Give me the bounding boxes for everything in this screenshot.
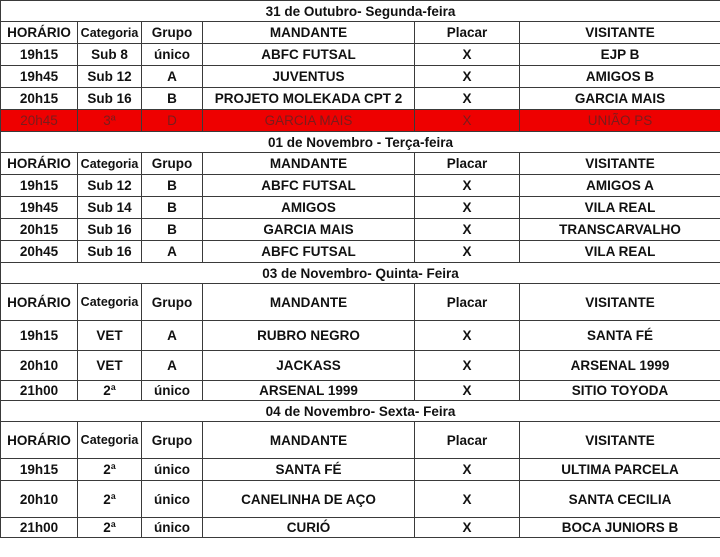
game-group: A [142,321,203,351]
game-time: 20h15 [1,219,78,241]
column-header-row [1,284,720,321]
game-home-team: ABFC FUTSAL [203,44,415,66]
game-category: 2ª [78,481,142,518]
game-row [1,381,720,401]
game-score: X [415,197,520,219]
day-title: 04 de Novembro- Sexta- Feira [1,401,720,422]
game-home-team: GARCIA MAIS [203,110,415,132]
col-visitante: VISITANTE [520,153,720,175]
column-header-row [1,422,720,459]
game-row [1,321,720,351]
day-title: 31 de Outubro- Segunda-feira [1,1,720,22]
game-score: X [415,321,520,351]
game-home-team: PROJETO MOLEKADA CPT 2 [203,88,415,110]
game-group: B [142,175,203,197]
game-row [1,88,720,110]
game-row [1,197,720,219]
game-row [1,351,720,381]
game-group: B [142,219,203,241]
game-time: 19h45 [1,66,78,88]
col-placar: Placar [415,284,520,321]
game-away-team: TRANSCARVALHO [520,219,720,241]
game-home-team: CANELINHA DE AÇO [203,481,415,518]
game-time: 20h45 [1,241,78,263]
game-time: 19h45 [1,197,78,219]
day-title: 03 de Novembro- Quinta- Feira [1,263,720,284]
game-time: 19h15 [1,44,78,66]
game-away-team: SANTA FÉ [520,321,720,351]
game-group: B [142,88,203,110]
game-row [1,481,720,518]
game-score: X [415,66,520,88]
game-away-team: SANTA CECILIA [520,481,720,518]
game-home-team: JACKASS [203,351,415,381]
col-mandante: MANDANTE [203,22,415,44]
game-score: X [415,175,520,197]
game-group: A [142,66,203,88]
game-away-team: VILA REAL [520,197,720,219]
column-header-row [1,153,720,175]
column-header-row [1,22,720,44]
game-group: A [142,241,203,263]
game-score: X [415,219,520,241]
game-home-team: ARSENAL 1999 [203,381,415,401]
col-grupo: Grupo [142,22,203,44]
game-category: Sub 12 [78,175,142,197]
game-row [1,175,720,197]
game-time: 20h15 [1,88,78,110]
game-away-team: AMIGOS B [520,66,720,88]
col-mandante: MANDANTE [203,153,415,175]
game-row [1,44,720,66]
game-category: Sub 16 [78,88,142,110]
game-away-team: AMIGOS A [520,175,720,197]
game-away-team: UNIÃO PS [520,110,720,132]
game-group: B [142,197,203,219]
game-away-team: ULTIMA PARCELA [520,459,720,481]
col-mandante: MANDANTE [203,422,415,459]
game-score: X [415,44,520,66]
game-category: VET [78,351,142,381]
col-categoria: Categoria [78,422,142,459]
game-group: único [142,44,203,66]
game-away-team: EJP B [520,44,720,66]
game-time: 21h00 [1,518,78,538]
game-row [1,219,720,241]
game-score: X [415,381,520,401]
game-time: 19h15 [1,459,78,481]
game-away-team: SITIO TOYODA [520,381,720,401]
col-visitante: VISITANTE [520,284,720,321]
game-away-team: GARCIA MAIS [520,88,720,110]
game-home-team: CURIÓ [203,518,415,538]
col-grupo: Grupo [142,153,203,175]
game-category: Sub 12 [78,66,142,88]
game-score: X [415,351,520,381]
game-category: 2ª [78,459,142,481]
game-row [1,66,720,88]
game-time: 20h10 [1,481,78,518]
game-row [1,518,720,538]
game-score: X [415,241,520,263]
game-group: único [142,381,203,401]
col-visitante: VISITANTE [520,422,720,459]
game-row-highlighted [1,110,720,132]
game-home-team: ABFC FUTSAL [203,241,415,263]
game-group: A [142,351,203,381]
game-time: 21h00 [1,381,78,401]
day-header-row [1,1,720,22]
col-horario: HORÁRIO [1,22,78,44]
day-header-row [1,401,720,422]
col-visitante: VISITANTE [520,22,720,44]
game-score: X [415,518,520,538]
col-grupo: Grupo [142,284,203,321]
game-time: 20h10 [1,351,78,381]
game-score: X [415,459,520,481]
game-score: X [415,88,520,110]
col-horario: HORÁRIO [1,284,78,321]
game-away-team: ARSENAL 1999 [520,351,720,381]
col-grupo: Grupo [142,422,203,459]
game-category: 2ª [78,381,142,401]
game-group: único [142,459,203,481]
game-group: único [142,518,203,538]
col-horario: HORÁRIO [1,422,78,459]
col-categoria: Categoria [78,284,142,321]
col-placar: Placar [415,422,520,459]
game-score: X [415,481,520,518]
game-group: único [142,481,203,518]
game-home-team: RUBRO NEGRO [203,321,415,351]
game-category: VET [78,321,142,351]
col-categoria: Categoria [78,22,142,44]
game-score: X [415,110,520,132]
day-title: 01 de Novembro - Terça-feira [1,132,720,153]
col-mandante: MANDANTE [203,284,415,321]
game-home-team: GARCIA MAIS [203,219,415,241]
game-category: 2ª [78,518,142,538]
game-time: 20h45 [1,110,78,132]
game-row [1,459,720,481]
col-placar: Placar [415,22,520,44]
day-header-row [1,132,720,153]
day-header-row [1,263,720,284]
game-home-team: AMIGOS [203,197,415,219]
game-time: 19h15 [1,175,78,197]
game-group: D [142,110,203,132]
col-categoria: Categoria [78,153,142,175]
game-row [1,241,720,263]
col-horario: HORÁRIO [1,153,78,175]
game-away-team: BOCA JUNIORS B [520,518,720,538]
game-category: 3ª [78,110,142,132]
game-time: 19h15 [1,321,78,351]
game-category: Sub 14 [78,197,142,219]
game-home-team: JUVENTUS [203,66,415,88]
game-category: Sub 16 [78,241,142,263]
game-home-team: SANTA FÉ [203,459,415,481]
game-category: Sub 8 [78,44,142,66]
game-away-team: VILA REAL [520,241,720,263]
game-home-team: ABFC FUTSAL [203,175,415,197]
game-category: Sub 16 [78,219,142,241]
col-placar: Placar [415,153,520,175]
